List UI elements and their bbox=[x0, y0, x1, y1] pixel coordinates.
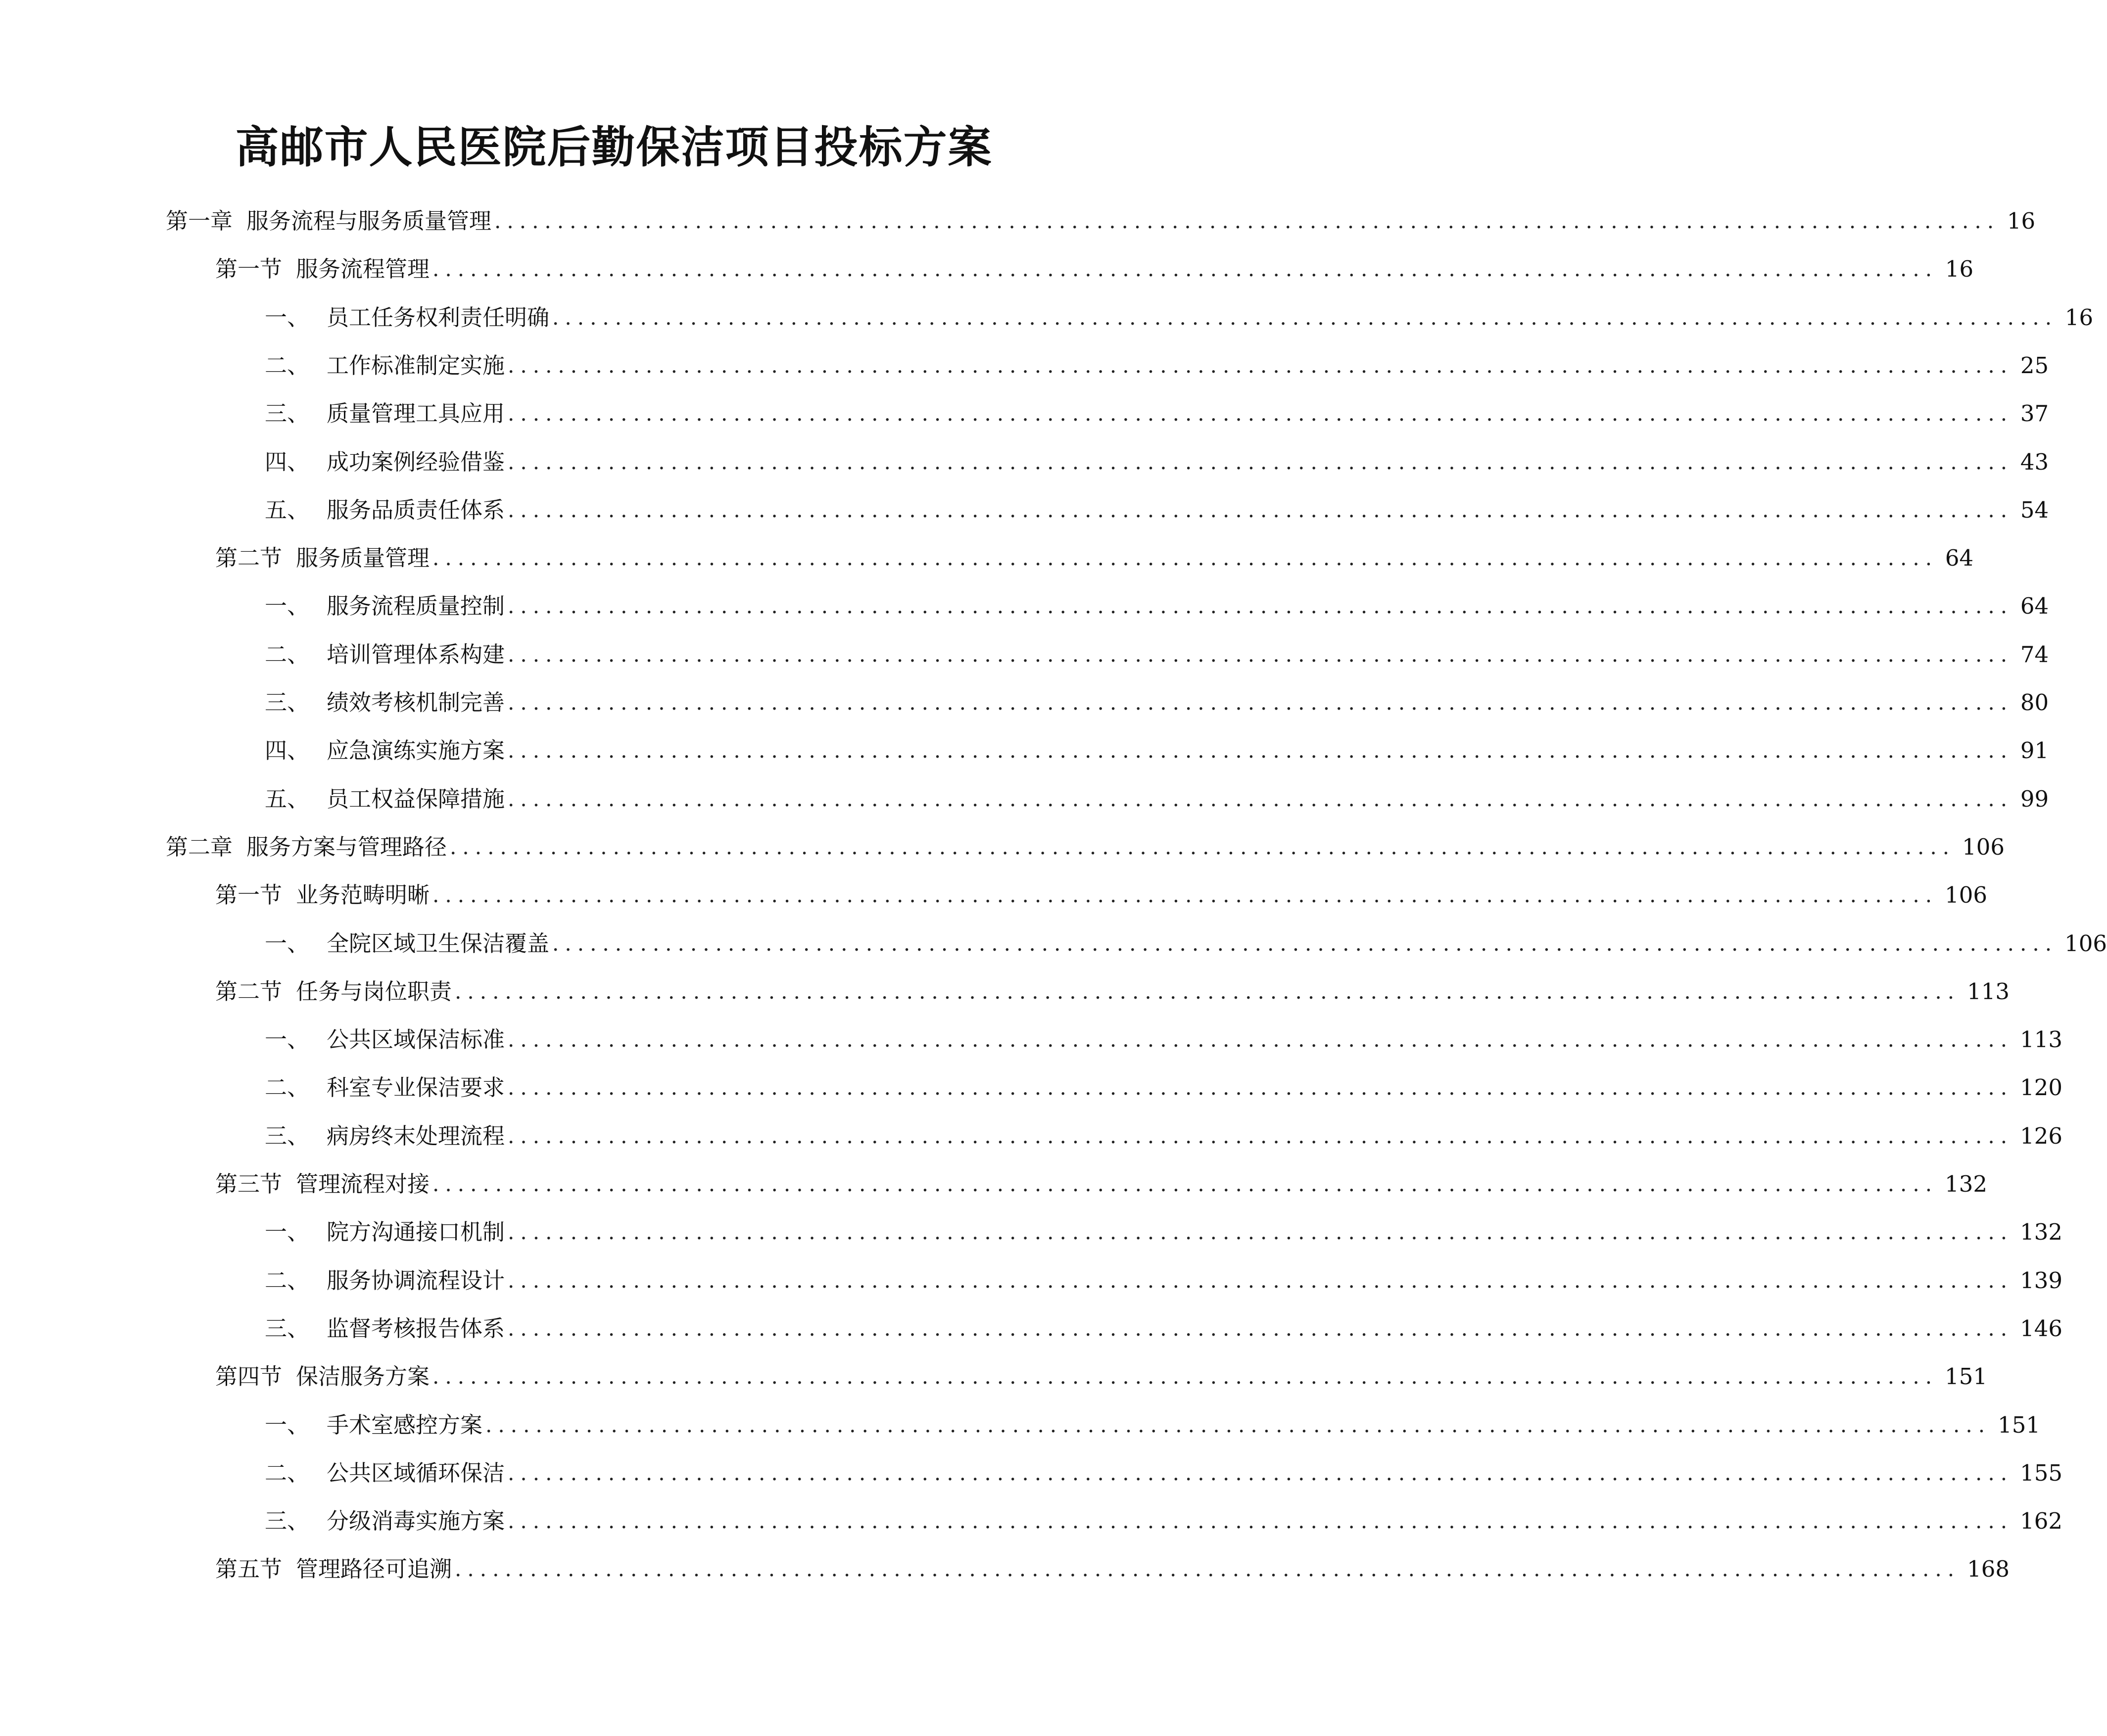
toc-entry-label: 服务品质责任体系 bbox=[327, 497, 505, 523]
toc-entry-page-number: 120 bbox=[2020, 1074, 2062, 1101]
toc-entry-page-number: 54 bbox=[2020, 497, 2049, 523]
toc-entry-page-number: 155 bbox=[2020, 1460, 2062, 1486]
toc-entry-page-number: 106 bbox=[1962, 834, 2005, 860]
toc-entry-page-number: 91 bbox=[2020, 737, 2049, 764]
toc-entry-prefix: 五、 bbox=[265, 786, 310, 812]
toc-entry-label: 手术室感控方案 bbox=[327, 1412, 483, 1438]
toc-entry[interactable] bbox=[215, 1549, 2010, 1589]
toc-entry-page-number: 80 bbox=[2020, 689, 2049, 716]
toc-entry-prefix: 三、 bbox=[265, 1123, 310, 1149]
toc-dot-leader: ........................................................................................................................ bbox=[508, 1509, 2013, 1533]
toc-dot-leader: ........................................................................................................................ bbox=[508, 1075, 2013, 1100]
toc-entry-label: 培训管理体系构建 bbox=[327, 641, 505, 668]
toc-dot-leader: ........................................................................................................................ bbox=[432, 257, 1938, 281]
toc-entry-prefix: 一、 bbox=[265, 1219, 310, 1245]
toc-entry[interactable] bbox=[215, 249, 1974, 289]
toc-entry-prefix: 三、 bbox=[265, 400, 310, 427]
toc-entry-label: 分级消毒实施方案 bbox=[327, 1508, 505, 1534]
toc-entry-prefix: 第四节 bbox=[215, 1363, 283, 1390]
toc-entry-label: 任务与岗位职责 bbox=[296, 978, 452, 1005]
toc-entry[interactable] bbox=[265, 442, 2049, 482]
toc-entry[interactable] bbox=[265, 683, 2049, 723]
toc-entry-label: 业务范畴明晰 bbox=[296, 882, 430, 908]
toc-entry-label: 公共区域循环保洁 bbox=[327, 1460, 505, 1486]
toc-entry-label: 服务流程质量控制 bbox=[327, 593, 505, 619]
toc-dot-leader: ........................................................................................................................ bbox=[508, 1220, 2013, 1244]
toc-entry-label: 工作标准制定实施 bbox=[327, 352, 505, 379]
toc-entry-label: 全院区域卫生保洁覆盖 bbox=[327, 930, 550, 957]
toc-dot-leader: ........................................................................................................................ bbox=[494, 209, 2000, 233]
toc-entry-page-number: 162 bbox=[2020, 1508, 2062, 1534]
toc-entry-label: 成功案例经验借鉴 bbox=[327, 449, 505, 475]
toc-dot-leader: ........................................................................................................................ bbox=[552, 931, 2058, 956]
toc-entry-page-number: 16 bbox=[1945, 256, 1974, 282]
toc-entry-page-number: 106 bbox=[1945, 882, 1988, 908]
toc-entry-page-number: 106 bbox=[2064, 930, 2107, 957]
toc-entry-prefix: 四、 bbox=[265, 737, 310, 764]
toc-entry-prefix: 一、 bbox=[265, 1026, 310, 1053]
toc-entry[interactable] bbox=[265, 1453, 2062, 1493]
toc-dot-leader: ........................................................................................................................ bbox=[508, 787, 2013, 811]
toc-entry-prefix: 五、 bbox=[265, 497, 310, 523]
toc-entry-prefix: 二、 bbox=[265, 352, 310, 379]
toc-entry-page-number: 151 bbox=[1945, 1363, 1988, 1390]
toc-entry[interactable] bbox=[265, 346, 2049, 386]
toc-entry-prefix: 二、 bbox=[265, 641, 310, 668]
toc-entry-prefix: 三、 bbox=[265, 1508, 310, 1534]
toc-entry-label: 公共区域保洁标准 bbox=[327, 1026, 505, 1053]
toc-entry[interactable] bbox=[166, 201, 2036, 241]
toc-entry-page-number: 151 bbox=[1998, 1412, 2040, 1438]
toc-entry-page-number: 64 bbox=[2020, 593, 2049, 619]
toc-entry-prefix: 一、 bbox=[265, 304, 310, 331]
toc-dot-leader: ........................................................................................................................ bbox=[508, 1461, 2013, 1485]
toc-entry[interactable] bbox=[215, 875, 1988, 915]
toc-dot-leader: ........................................................................................................................ bbox=[455, 979, 1961, 1004]
toc-dot-leader: ........................................................................................................................ bbox=[508, 738, 2013, 763]
toc-entry-page-number: 43 bbox=[2020, 449, 2049, 475]
toc-entry-prefix: 第三节 bbox=[215, 1171, 283, 1197]
toc-entry-page-number: 16 bbox=[2064, 304, 2094, 331]
toc-entry[interactable] bbox=[215, 972, 2010, 1012]
toc-entry-page-number: 126 bbox=[2020, 1123, 2062, 1149]
toc-entry[interactable] bbox=[265, 1405, 2040, 1445]
toc-entry[interactable] bbox=[215, 1164, 1988, 1204]
toc-entry-prefix: 第二节 bbox=[215, 545, 283, 571]
toc-entry[interactable] bbox=[265, 1212, 2062, 1252]
toc-entry-label: 服务协调流程设计 bbox=[327, 1267, 505, 1294]
toc-entry-prefix: 二、 bbox=[265, 1460, 310, 1486]
toc-dot-leader: ........................................................................................................................ bbox=[508, 1268, 2013, 1293]
toc-entry-label: 保洁服务方案 bbox=[296, 1363, 430, 1390]
toc-entry[interactable] bbox=[265, 779, 2049, 819]
toc-dot-leader: ........................................................................................................................ bbox=[508, 450, 2013, 474]
toc-entry-page-number: 132 bbox=[2020, 1219, 2062, 1245]
toc-entry-prefix: 第一节 bbox=[215, 256, 283, 282]
toc-entry[interactable] bbox=[265, 924, 2107, 964]
toc-entry[interactable] bbox=[265, 490, 2049, 530]
toc-entry-prefix: 第二章 bbox=[166, 834, 233, 860]
toc-dot-leader: ........................................................................................................................ bbox=[450, 835, 1956, 859]
toc-entry-label: 病房终末处理流程 bbox=[327, 1123, 505, 1149]
toc-entry[interactable] bbox=[166, 827, 2005, 867]
toc-entry-label: 科室专业保洁要求 bbox=[327, 1074, 505, 1101]
toc-entry[interactable] bbox=[265, 635, 2049, 675]
toc-entry-page-number: 74 bbox=[2020, 641, 2049, 668]
toc-entry-label: 服务质量管理 bbox=[296, 545, 430, 571]
toc-dot-leader: ........................................................................................................................ bbox=[508, 1316, 2013, 1341]
toc-entry-page-number: 113 bbox=[1967, 978, 2010, 1005]
toc-entry-label: 服务流程管理 bbox=[296, 256, 430, 282]
toc-entry-label: 监督考核报告体系 bbox=[327, 1315, 505, 1342]
toc-entry-prefix: 四、 bbox=[265, 449, 310, 475]
toc-dot-leader: ........................................................................................................................ bbox=[508, 353, 2013, 378]
toc-dot-leader: ........................................................................................................................ bbox=[508, 594, 2013, 618]
toc-entry-page-number: 16 bbox=[2007, 208, 2036, 234]
toc-entry-page-number: 113 bbox=[2020, 1026, 2062, 1053]
toc-dot-leader: ........................................................................................................................ bbox=[432, 883, 1938, 907]
toc-dot-leader: ........................................................................................................................ bbox=[508, 401, 2013, 426]
toc-dot-leader: ........................................................................................................................ bbox=[432, 1172, 1938, 1196]
toc-entry-prefix: 三、 bbox=[265, 1315, 310, 1342]
toc-entry[interactable] bbox=[215, 1357, 1988, 1397]
toc-entry-label: 员工任务权利责任明确 bbox=[327, 304, 550, 331]
toc-entry-label: 服务方案与管理路径 bbox=[246, 834, 447, 860]
toc-entry-label: 质量管理工具应用 bbox=[327, 400, 505, 427]
toc-dot-leader: ........................................................................................................................ bbox=[508, 1027, 2013, 1052]
toc-dot-leader: ........................................................................................................................ bbox=[508, 498, 2013, 522]
toc-entry-prefix: 三、 bbox=[265, 689, 310, 716]
toc-entry-page-number: 146 bbox=[2020, 1315, 2062, 1342]
toc-entry-label: 服务流程与服务质量管理 bbox=[246, 208, 492, 234]
toc-entry-page-number: 64 bbox=[1945, 545, 1974, 571]
document-title: 高邮市人民医院后勤保洁项目投标方案 bbox=[235, 122, 993, 173]
toc-entry[interactable] bbox=[265, 731, 2049, 771]
toc-entry-page-number: 99 bbox=[2020, 786, 2049, 812]
toc-entry-prefix: 一、 bbox=[265, 930, 310, 957]
toc-entry-page-number: 37 bbox=[2020, 400, 2049, 427]
toc-entry-prefix: 二、 bbox=[265, 1267, 310, 1294]
toc-entry-label: 管理流程对接 bbox=[296, 1171, 430, 1197]
toc-dot-leader: ........................................................................................................................ bbox=[508, 690, 2013, 715]
toc-entry-prefix: 第一节 bbox=[215, 882, 283, 908]
toc-entry[interactable] bbox=[265, 1020, 2062, 1060]
toc-entry-page-number: 132 bbox=[1945, 1171, 1988, 1197]
toc-entry[interactable] bbox=[265, 1261, 2062, 1301]
toc-entry-prefix: 第二节 bbox=[215, 978, 283, 1005]
toc-dot-leader: ........................................................................................................................ bbox=[432, 1364, 1938, 1389]
toc-entry-label: 应急演练实施方案 bbox=[327, 737, 505, 764]
toc-entry-label: 管理路径可追溯 bbox=[296, 1556, 452, 1582]
toc-entry-label: 院方沟通接口机制 bbox=[327, 1219, 505, 1245]
toc-dot-leader: ........................................................................................................................ bbox=[432, 546, 1938, 570]
toc-entry-prefix: 第一章 bbox=[166, 208, 233, 234]
toc-entry[interactable] bbox=[265, 1116, 2062, 1156]
toc-entry[interactable] bbox=[265, 586, 2049, 626]
toc-dot-leader: ........................................................................................................................ bbox=[455, 1557, 1961, 1581]
toc-entry[interactable] bbox=[265, 394, 2049, 434]
toc-entry[interactable] bbox=[265, 1501, 2062, 1541]
toc-entry[interactable] bbox=[265, 1068, 2062, 1108]
toc-dot-leader: ........................................................................................................................ bbox=[485, 1413, 1991, 1437]
toc-dot-leader: ........................................................................................................................ bbox=[552, 305, 2058, 330]
toc-entry-prefix: 二、 bbox=[265, 1074, 310, 1101]
toc-dot-leader: ........................................................................................................................ bbox=[508, 642, 2013, 667]
toc-entry[interactable] bbox=[215, 538, 1974, 578]
toc-entry-label: 员工权益保障措施 bbox=[327, 786, 505, 812]
toc-entry-page-number: 139 bbox=[2020, 1267, 2062, 1294]
toc-entry-label: 绩效考核机制完善 bbox=[327, 689, 505, 716]
toc-entry-prefix: 一、 bbox=[265, 1412, 310, 1438]
toc-entry-page-number: 168 bbox=[1967, 1556, 2010, 1582]
toc-entry-page-number: 25 bbox=[2020, 352, 2049, 379]
toc-dot-leader: ........................................................................................................................ bbox=[508, 1124, 2013, 1148]
toc-entry-prefix: 第五节 bbox=[215, 1556, 283, 1582]
toc-entry[interactable] bbox=[265, 1309, 2062, 1349]
toc-entry-prefix: 一、 bbox=[265, 593, 310, 619]
toc-entry[interactable] bbox=[265, 298, 2094, 338]
